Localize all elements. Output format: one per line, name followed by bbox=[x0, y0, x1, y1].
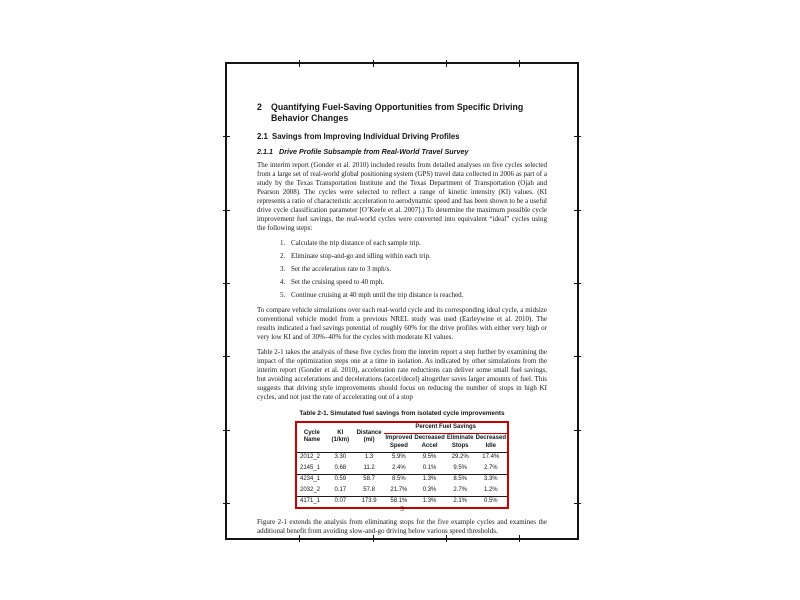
table-row bbox=[296, 485, 508, 496]
tick-mark bbox=[223, 356, 230, 357]
column-header-eliminate-stops: Eliminate Stops bbox=[446, 433, 475, 452]
tick-mark bbox=[373, 60, 374, 67]
list-item-text: Set the acceleration rate to 3 mph/s. bbox=[291, 265, 392, 273]
tick-mark bbox=[574, 210, 581, 211]
table-title: Table 2-1. Simulated fuel savings from isolated cycle improvements bbox=[299, 410, 505, 417]
tick-mark bbox=[223, 430, 230, 431]
page-frame bbox=[225, 62, 579, 540]
section-title: Quantifying Fuel-Saving Opportunities from Specific Driving Behavior Changes bbox=[271, 102, 524, 123]
cell-decreased-accel: 1.3% bbox=[413, 496, 445, 508]
tick-mark bbox=[223, 136, 230, 137]
cell-improved-speed: 21.7% bbox=[390, 486, 408, 493]
cell-decreased-idle: 1.2% bbox=[483, 486, 498, 493]
list-item bbox=[280, 252, 547, 261]
list-item-text: Set the cruising speed to 40 mph. bbox=[291, 278, 385, 286]
cell-decreased-accel: 1.3% bbox=[413, 474, 445, 485]
cell-cycle-name: 4234_1 bbox=[296, 474, 327, 485]
paragraph-intro: The interim report (Gonder et al. 2010) included results from detailed analyses on five cycles selected from a large set of real-world global positioning system (GPS) travel data collected in 2006 as part of a study by the Texas Transportation Institute and the Texas Department of Transportation (Ojah and Pearson 2008). The cycles were selected to reflect a range of kinetic intensity (KI) values. (KI represents a ratio of characteristic acceleration to aerodynamic speed and has been shown to be a useful drive cycle classification parameter [O’Keefe et al. 2007].) To determine the maximum possible cycle improvement fuel savings, the real-world cycles were converted into equivalent “ideal” cycles using the following steps: bbox=[257, 161, 547, 232]
cell-ki: 0.68 bbox=[334, 464, 347, 471]
tick-mark bbox=[574, 430, 581, 431]
tick-mark bbox=[223, 503, 230, 504]
tick-mark bbox=[574, 283, 581, 284]
list-item-number: 3. bbox=[280, 265, 286, 273]
tick-mark bbox=[574, 503, 581, 504]
tick-mark bbox=[299, 60, 300, 67]
list-item-text: Continue cruising at 40 mph until the trip distance is reached. bbox=[291, 291, 464, 299]
cell-decreased-accel: 9.5% bbox=[422, 454, 437, 460]
cell-decreased-idle: 0.5% bbox=[475, 496, 508, 508]
subsection-title: Savings from Improving Individual Driving Profiles bbox=[272, 132, 460, 141]
list-item-number: 2. bbox=[280, 252, 286, 260]
list-item bbox=[280, 278, 547, 287]
cell-eliminate-stops: 9.5% bbox=[453, 464, 468, 471]
document-page bbox=[257, 102, 547, 538]
list-item bbox=[280, 239, 547, 248]
cell-decreased-accel: 0.1% bbox=[422, 464, 437, 471]
column-header-decreased-accel: Decreased Accel bbox=[413, 433, 445, 452]
cell-distance: 57.8 bbox=[363, 486, 375, 493]
column-header-distance: Distance (mi) bbox=[354, 422, 385, 452]
cell-cycle-name: 2012_2 bbox=[300, 454, 321, 460]
cell-eliminate-stops: 29.2% bbox=[451, 454, 469, 460]
cell-ki: 0.59 bbox=[327, 474, 354, 485]
cell-improved-speed: 2.4% bbox=[392, 464, 406, 471]
cell-cycle-name: 2145_1 bbox=[300, 464, 321, 471]
cell-ki: 0.07 bbox=[327, 496, 354, 508]
cell-cycle-name: 2032_2 bbox=[300, 486, 321, 493]
cell-improved-speed: 8.5% bbox=[384, 474, 413, 485]
tick-mark bbox=[446, 60, 447, 67]
cell-decreased-accel: 0.3% bbox=[422, 486, 437, 493]
cell-ki: 0.17 bbox=[334, 486, 347, 493]
subsubsection-title: Drive Profile Subsample from Real-World Travel Survey bbox=[279, 147, 469, 156]
fuel-savings-table bbox=[295, 421, 509, 509]
list-item-number: 5. bbox=[280, 291, 286, 299]
cell-decreased-idle: 17.4% bbox=[482, 454, 500, 460]
ideal-cycle-steps-list bbox=[280, 239, 547, 300]
cell-improved-speed: 58.1% bbox=[384, 496, 413, 508]
list-item-number: 4. bbox=[280, 278, 286, 286]
cell-distance: 11.2 bbox=[363, 464, 375, 471]
table-row bbox=[296, 474, 508, 485]
cell-distance: 173.9 bbox=[354, 496, 385, 508]
subsubsection-number: 2.1.1 bbox=[257, 147, 273, 156]
paragraph-figure-reference: Figure 2-1 extends the analysis from eliminating stops for the five example cycles and examines the additional benefit from avoiding slow-and-go driving below various speed thresholds. bbox=[257, 518, 547, 535]
list-item-text: Calculate the trip distance of each sample trip. bbox=[291, 239, 421, 247]
table-row bbox=[296, 463, 508, 474]
cell-decreased-idle: 2.7% bbox=[483, 464, 498, 471]
column-header-ki: KI (1/km) bbox=[327, 422, 354, 452]
cell-distance: 1.3 bbox=[364, 454, 374, 460]
cell-improved-speed: 5.9% bbox=[392, 454, 406, 460]
subsection-heading bbox=[257, 132, 547, 142]
paragraph-simulation-results: To compare vehicle simulations over each real-world cycle and its corresponding ideal cycle, a midsize conventional vehicle model from a previous NREL study was used (Earleywine et al. 2010). The results indicated a fuel savings potential of roughly 60% for the drive profiles with either very high or very low KI and of 30%–40% for the cycles with moderate KI values. bbox=[257, 306, 547, 341]
cell-eliminate-stops: 2.7% bbox=[453, 486, 468, 493]
subsubsection-heading bbox=[257, 147, 547, 156]
column-header-decreased-idle: Decreased Idle bbox=[475, 433, 508, 452]
page-number: 3 bbox=[400, 505, 404, 513]
tick-mark bbox=[519, 60, 520, 67]
column-group-header-percent-fuel-savings: Percent Fuel Savings bbox=[384, 422, 508, 433]
list-item bbox=[280, 291, 547, 300]
paragraph-table-discussion: Table 2-1 takes the analysis of these five cycles from the interim report a step further by examining the impact of the optimization steps one at a time in isolation. As indicated by other simulations from the interim report (Gonder et al. 2010), acceleration rate reductions can deliver some small fuel savings, but avoiding accelerations and decelerations (accel/decel) altogether saves larger amounts of fuel. This suggests that driving style improvements should focus on reducing the number of stops in high KI cycles, and not just the rate of accelerating out of a stop bbox=[257, 348, 547, 401]
list-item bbox=[280, 265, 547, 274]
list-item-text: Eliminate stop-and-go and idling within each trip. bbox=[291, 252, 431, 260]
cell-eliminate-stops: 2.1% bbox=[446, 496, 475, 508]
cell-decreased-idle: 3.3% bbox=[475, 474, 508, 485]
cell-distance: 58.7 bbox=[354, 474, 385, 485]
column-header-cycle-name: Cycle Name bbox=[296, 422, 327, 452]
tick-mark bbox=[574, 136, 581, 137]
list-item-number: 1. bbox=[280, 239, 286, 247]
subsection-number: 2.1 bbox=[257, 132, 268, 141]
section-number: 2 bbox=[257, 102, 262, 112]
tick-mark bbox=[574, 356, 581, 357]
section-heading bbox=[257, 102, 547, 124]
cell-ki: 3.30 bbox=[334, 454, 347, 460]
cell-eliminate-stops: 8.5% bbox=[446, 474, 475, 485]
cell-cycle-name: 4171_1 bbox=[296, 496, 327, 508]
column-header-improved-speed: Improved Speed bbox=[384, 433, 413, 452]
tick-mark bbox=[223, 283, 230, 284]
table-row bbox=[296, 452, 508, 463]
tick-mark bbox=[223, 210, 230, 211]
